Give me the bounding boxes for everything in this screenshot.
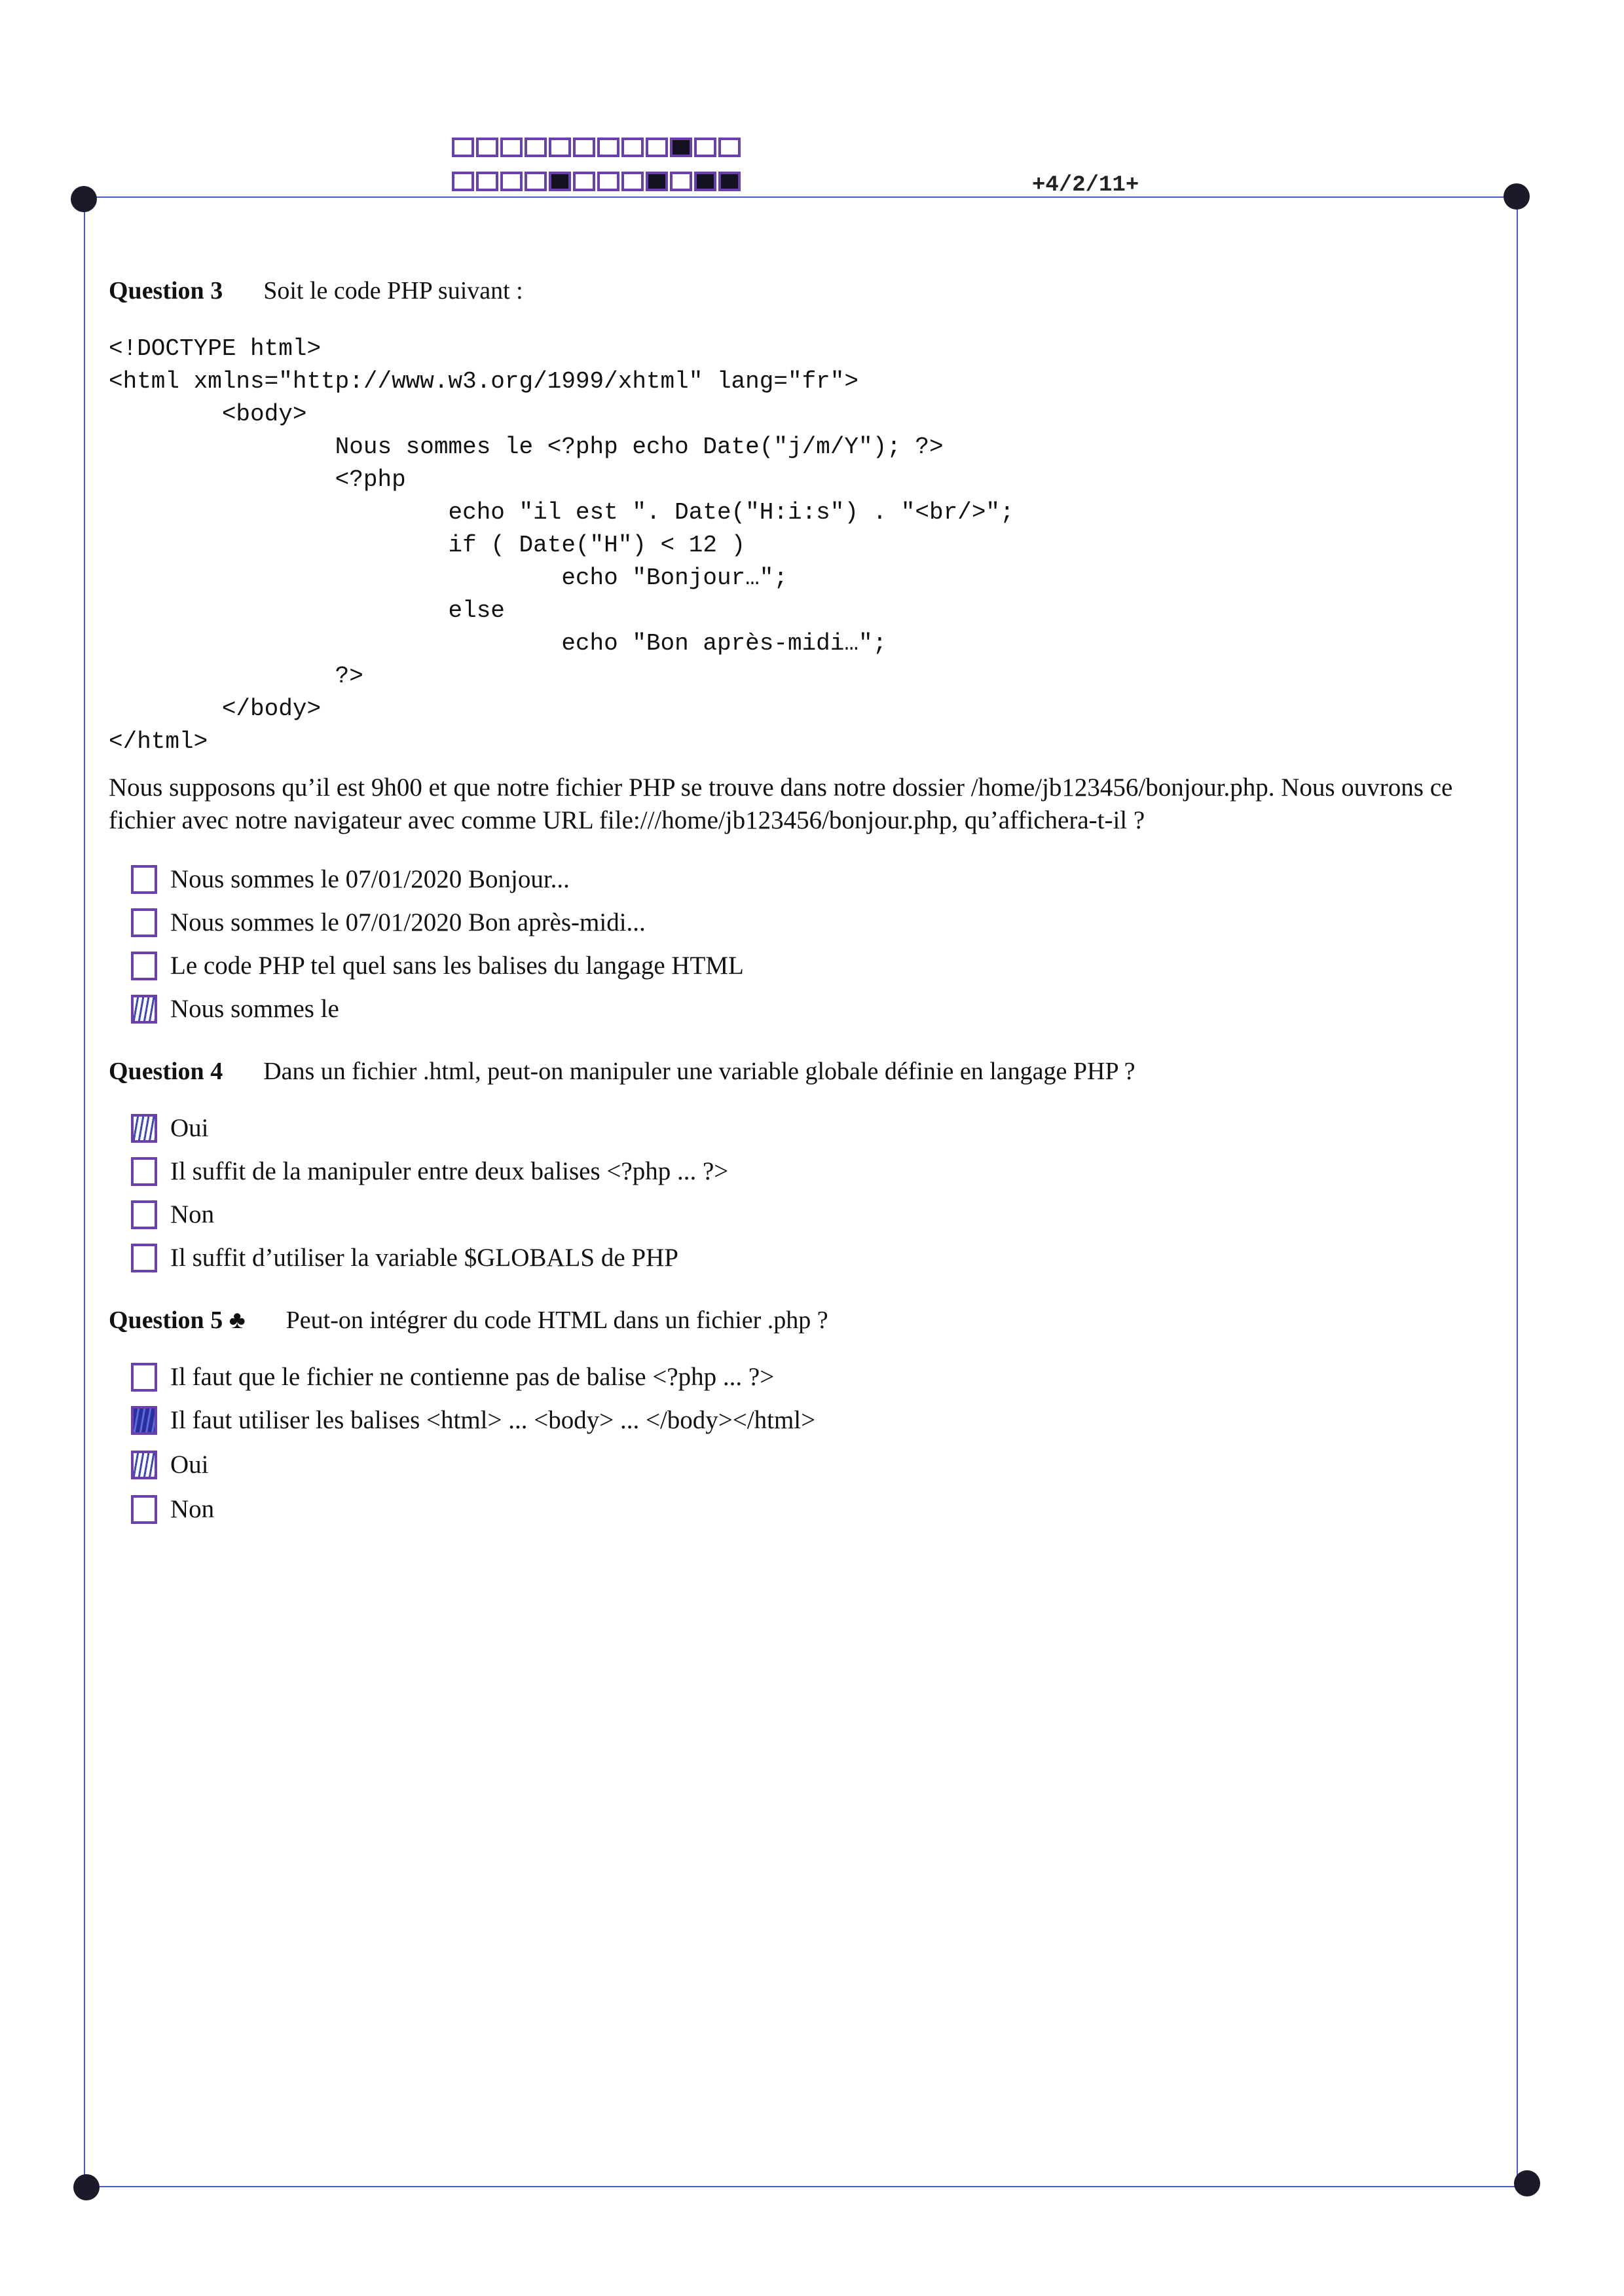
q3-answer-4-label: Nous sommes le (170, 995, 339, 1023)
id-cell-2-2 (476, 172, 498, 191)
question-4-heading (109, 1057, 1135, 1086)
q5-answer-3-label: Oui (170, 1451, 209, 1479)
q5-checkbox-1[interactable] (131, 1363, 157, 1392)
question-3-paragraph: Nous supposons qu’il est 9h00 et que notre fichier PHP se trouve dans notre dossier /home/jb123456/bonjour.php. Nous ouvrons ce fichier avec notre navigateur avec comme URL file:///home/jb123456/bonjour.php, qu’affichera-t-il ? (109, 773, 1453, 834)
q4-answer-3[interactable] (131, 1200, 214, 1229)
id-cell-1-1 (452, 138, 474, 157)
q3-answer-1[interactable] (131, 864, 570, 894)
q4-answer-2-label: Il suffit de la manipuler entre deux balises <?php ... ?> (170, 1157, 729, 1185)
corner-marker-bottom-left (73, 2174, 100, 2200)
student-id-grid-row-2 (452, 172, 743, 191)
id-cell-1-2 (476, 138, 498, 157)
frame-bottom (86, 2186, 1527, 2187)
q3-answer-4[interactable] (131, 994, 339, 1024)
q4-checkbox-3[interactable] (131, 1200, 157, 1229)
q4-answer-2[interactable] (131, 1157, 728, 1186)
question-4-text: Dans un fichier .html, peut-on manipuler une variable globale définie en langage PHP ? (263, 1058, 1135, 1085)
php-code-block: <!DOCTYPE html> <html xmlns="http://www.w3.org/1999/xhtml" lang="fr"> <body> Nous sommes le <?php echo Date("j/m/Y"); ?> <?php echo "il est ". Date("H:i:s") . "<br/>"; if ( Date("H") < 12 ) echo "Bonjour…"; else echo "Bon après-midi…"; ?> </body> </html> (109, 335, 1014, 755)
id-cell-2-3 (500, 172, 523, 191)
q4-answer-1[interactable] (131, 1113, 209, 1143)
q5-checkbox-2-marked[interactable] (131, 1406, 157, 1435)
q4-answer-4-label: Il suffit d’utiliser la variable $GLOBALS de PHP (170, 1244, 678, 1272)
page-code: +4/2/11+ (1032, 173, 1139, 198)
id-cell-1-5 (549, 138, 571, 157)
id-cell-1-9 (646, 138, 668, 157)
q3-answer-2[interactable] (131, 908, 646, 937)
corner-marker-top-left (71, 186, 97, 212)
id-cell-1-7 (597, 138, 619, 157)
q3-answer-3[interactable] (131, 951, 744, 980)
question-5-text: Peut-on intégrer du code HTML dans un fichier .php ? (286, 1306, 828, 1334)
question-3-label: Question 3 (109, 277, 223, 305)
id-cell-2-12 (718, 172, 741, 191)
q5-answer-3[interactable] (131, 1450, 209, 1479)
id-cell-1-4 (525, 138, 547, 157)
q3-answer-2-label: Nous sommes le 07/01/2020 Bon après-midi... (170, 908, 646, 936)
id-cell-2-10 (670, 172, 692, 191)
id-cell-1-3 (500, 138, 523, 157)
question-4-label: Question 4 (109, 1058, 223, 1085)
q5-checkbox-4[interactable] (131, 1495, 157, 1524)
student-id-grid-row-1 (452, 138, 743, 157)
id-cell-1-10 (670, 138, 692, 157)
q3-checkbox-1[interactable] (131, 865, 157, 894)
q3-checkbox-3[interactable] (131, 952, 157, 980)
frame-left (84, 196, 85, 2187)
id-cell-2-5 (549, 172, 571, 191)
q3-checkbox-2[interactable] (131, 908, 157, 937)
id-cell-1-12 (718, 138, 741, 157)
frame-top (84, 196, 1517, 198)
id-cell-1-11 (694, 138, 716, 157)
id-cell-2-4 (525, 172, 547, 191)
q4-checkbox-4[interactable] (131, 1244, 157, 1272)
id-cell-2-8 (621, 172, 644, 191)
q4-checkbox-1-marked[interactable] (131, 1114, 157, 1143)
q5-answer-2-label: Il faut utiliser les balises <html> ... <body> ... </body></html> (170, 1406, 816, 1434)
q5-answer-4-label: Non (170, 1495, 215, 1523)
q3-checkbox-4-marked[interactable] (131, 995, 157, 1024)
q4-checkbox-2[interactable] (131, 1157, 157, 1186)
id-cell-2-9 (646, 172, 668, 191)
question-5-heading (109, 1306, 828, 1335)
id-cell-1-8 (621, 138, 644, 157)
id-cell-2-11 (694, 172, 716, 191)
id-cell-2-6 (573, 172, 595, 191)
id-cell-2-1 (452, 172, 474, 191)
q5-answer-1[interactable] (131, 1362, 774, 1392)
q4-answer-1-label: Oui (170, 1114, 209, 1142)
corner-marker-top-right (1504, 183, 1530, 210)
question-5-label: Question 5 ♣ (109, 1306, 246, 1334)
frame-right (1517, 196, 1518, 2187)
q5-checkbox-3-marked[interactable] (131, 1451, 157, 1479)
q4-answer-4[interactable] (131, 1243, 678, 1272)
q3-answer-3-label: Le code PHP tel quel sans les balises du langage HTML (170, 952, 744, 980)
question-3-text: Soit le code PHP suivant : (263, 277, 523, 305)
q4-answer-3-label: Non (170, 1200, 215, 1229)
q3-answer-1-label: Nous sommes le 07/01/2020 Bonjour... (170, 865, 570, 893)
id-cell-1-6 (573, 138, 595, 157)
corner-marker-bottom-right (1514, 2170, 1540, 2196)
q5-answer-4[interactable] (131, 1494, 214, 1524)
question-3-heading (109, 276, 523, 305)
id-cell-2-7 (597, 172, 619, 191)
q5-answer-2[interactable] (131, 1405, 815, 1435)
q5-answer-1-label: Il faut que le fichier ne contienne pas de balise <?php ... ?> (170, 1363, 775, 1391)
